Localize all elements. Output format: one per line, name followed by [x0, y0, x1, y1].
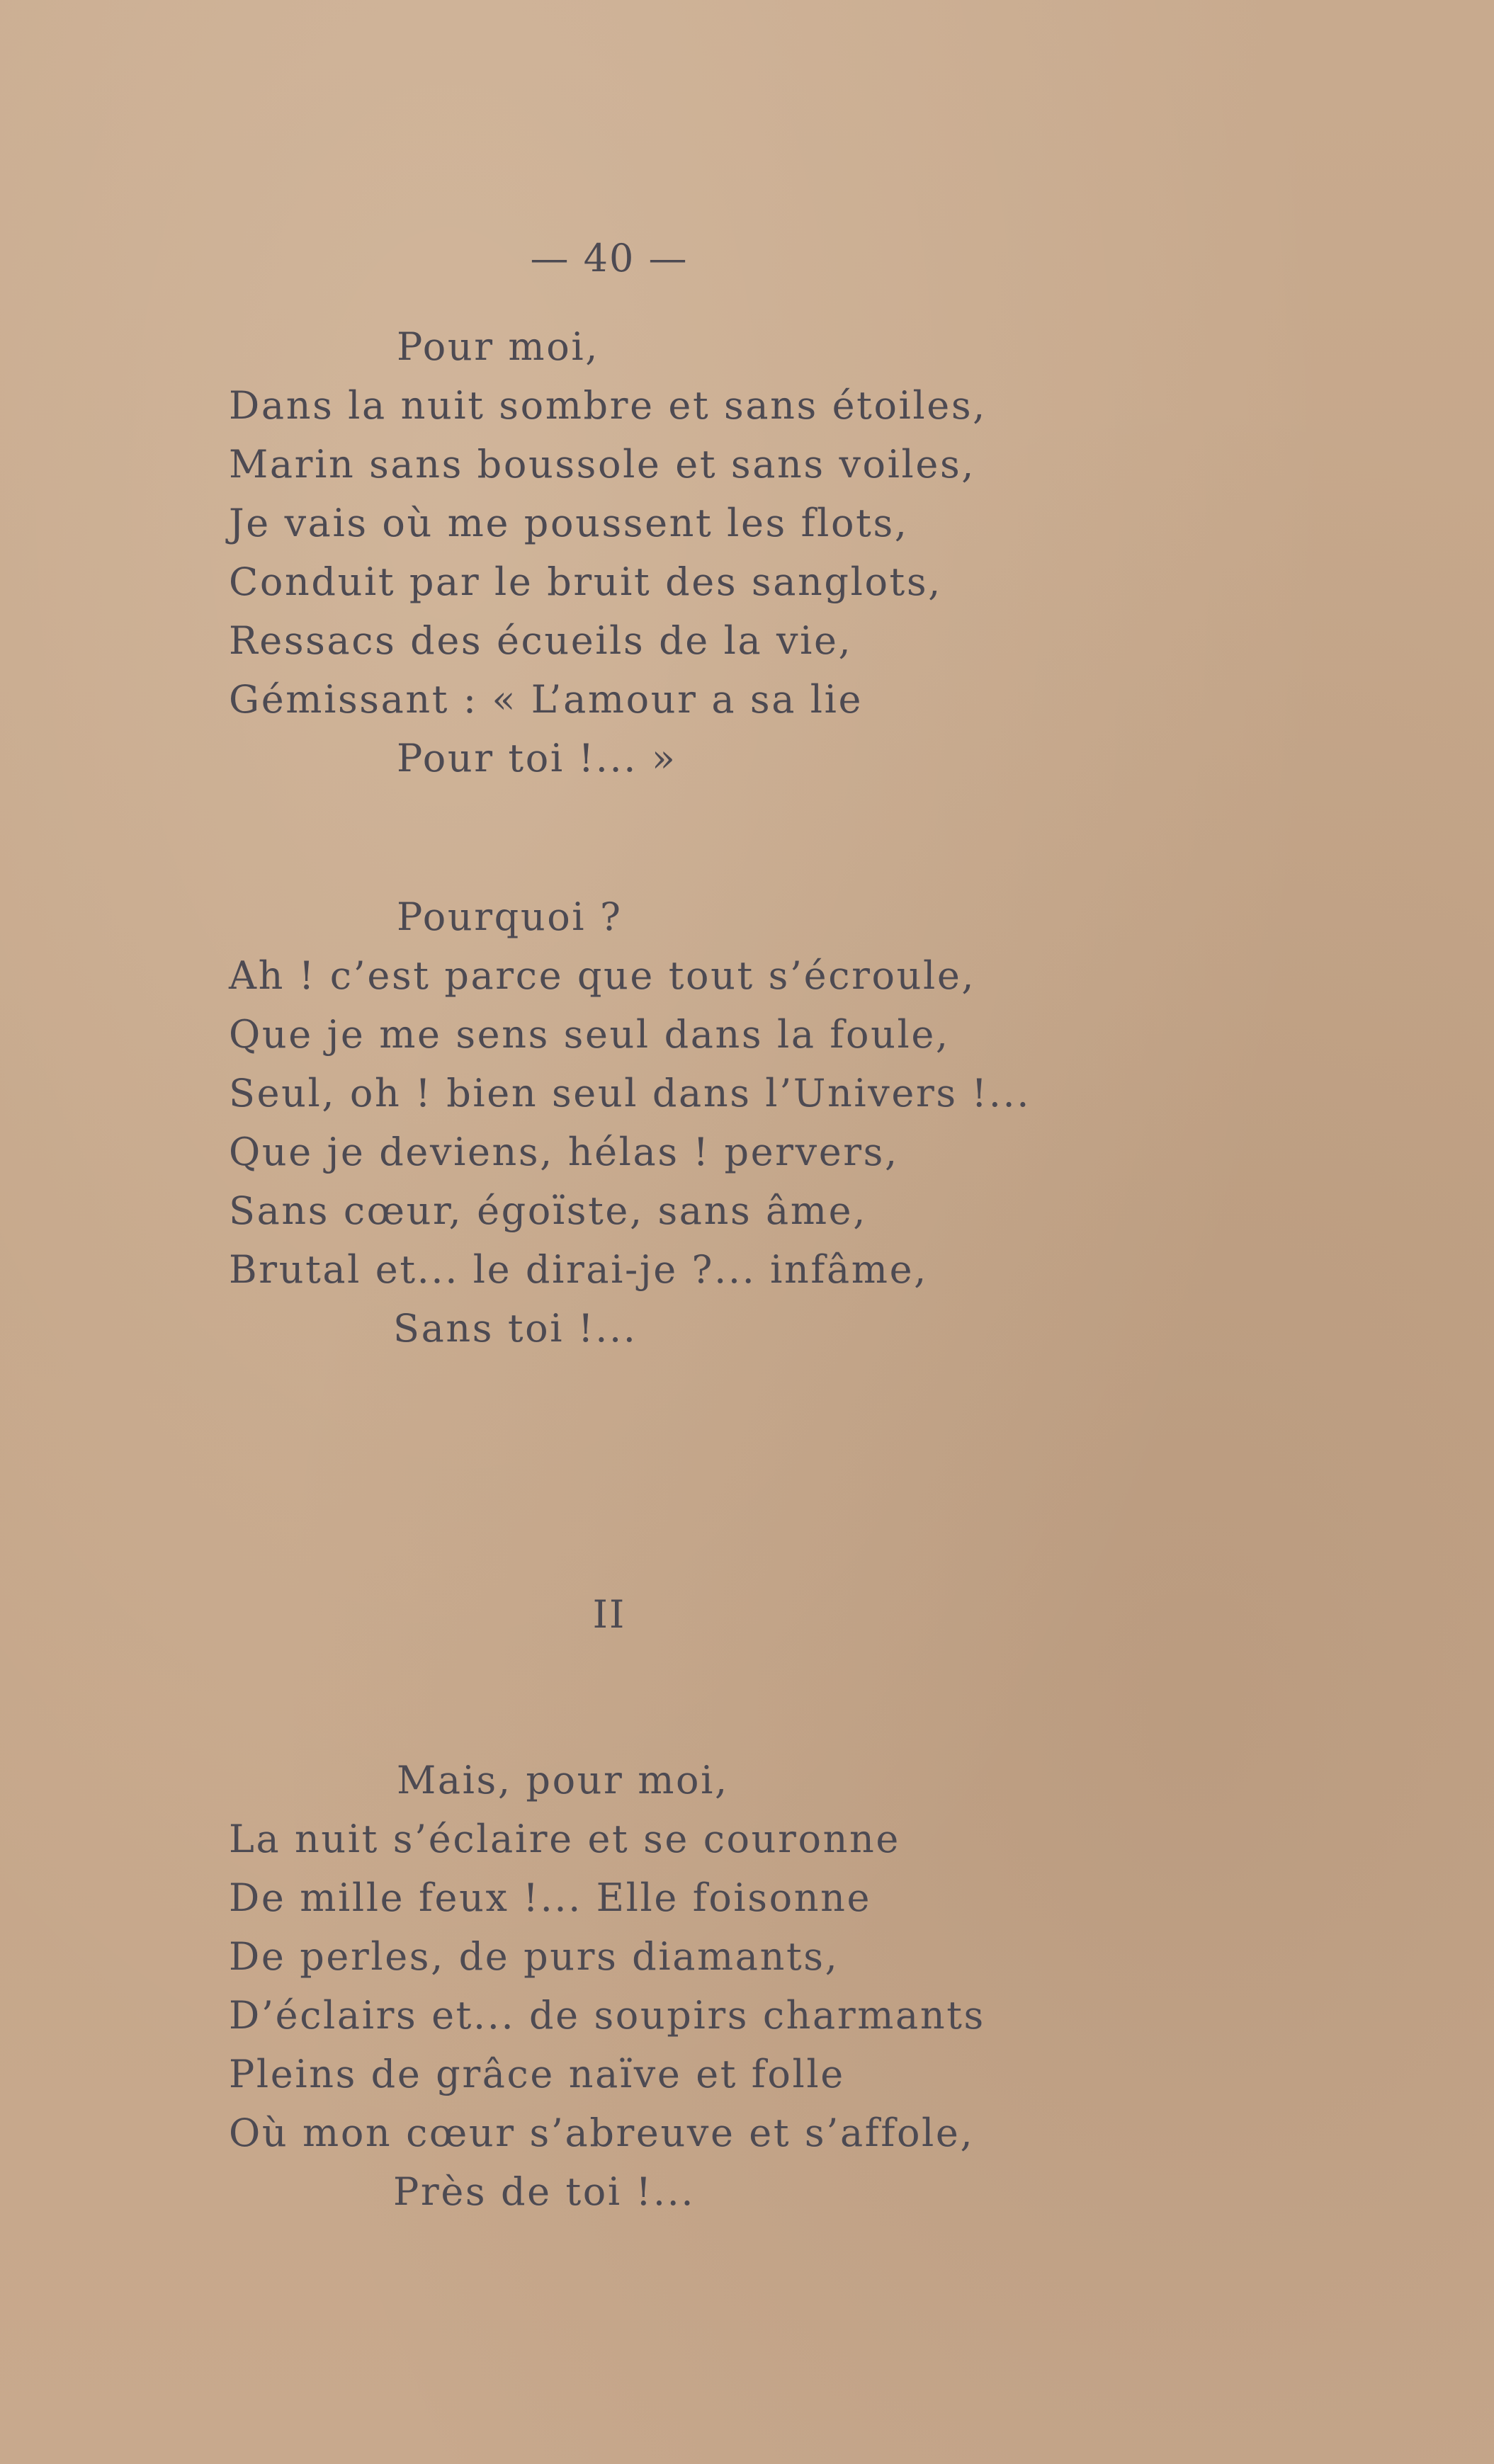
- verse-line: Gémissant : « L’amour a sa lie: [229, 677, 864, 722]
- verse-line: La nuit s’éclaire et se couronne: [229, 1817, 900, 1861]
- verse-line: De mille feux !... Elle foisonne: [229, 1875, 872, 1920]
- verse-line: Où mon cœur s’abreuve et s’affole,: [229, 2111, 975, 2155]
- verse-line: De perles, de purs diamants,: [229, 1934, 839, 1979]
- verse-line: Ressacs des écueils de la vie,: [229, 618, 853, 663]
- verse-line: Seul, oh ! bien seul dans l’Univers !...: [229, 1071, 1031, 1115]
- verse-line: Conduit par le bruit des sanglots,: [229, 560, 942, 604]
- verse-line: Que je deviens, hélas ! pervers,: [229, 1130, 899, 1174]
- verse-line: Pour toi !... »: [397, 736, 677, 780]
- verse-line: Pleins de grâce naïve et folle: [229, 2052, 845, 2096]
- verse-line: Ah ! c’est parce que tout s’écroule,: [229, 953, 976, 998]
- verse-line: Sans toi !...: [393, 1306, 638, 1351]
- verse-line: Je vais où me poussent les flots,: [229, 501, 909, 545]
- verse-line: Mais, pour moi,: [397, 1758, 729, 1802]
- verse-line: Sans cœur, égoïste, sans âme,: [229, 1188, 867, 1233]
- verse-line: Dans la nuit sombre et sans étoiles,: [229, 383, 987, 428]
- verse-line: Que je me sens seul dans la foule,: [229, 1012, 950, 1057]
- verse-line: Brutal et... le dirai-je ?... infâme,: [229, 1247, 928, 1292]
- verse-line: D’éclairs et... de soupirs charmants: [229, 1993, 985, 2038]
- page-number: — 40 —: [530, 236, 689, 280]
- verse-line: Pour moi,: [397, 324, 599, 369]
- verse-line: Près de toi !...: [393, 2169, 696, 2214]
- verse-line: Pourquoi ?: [397, 895, 623, 939]
- section-numeral: II: [592, 1592, 626, 1637]
- verse-line: Marin sans boussole et sans voiles,: [229, 442, 976, 487]
